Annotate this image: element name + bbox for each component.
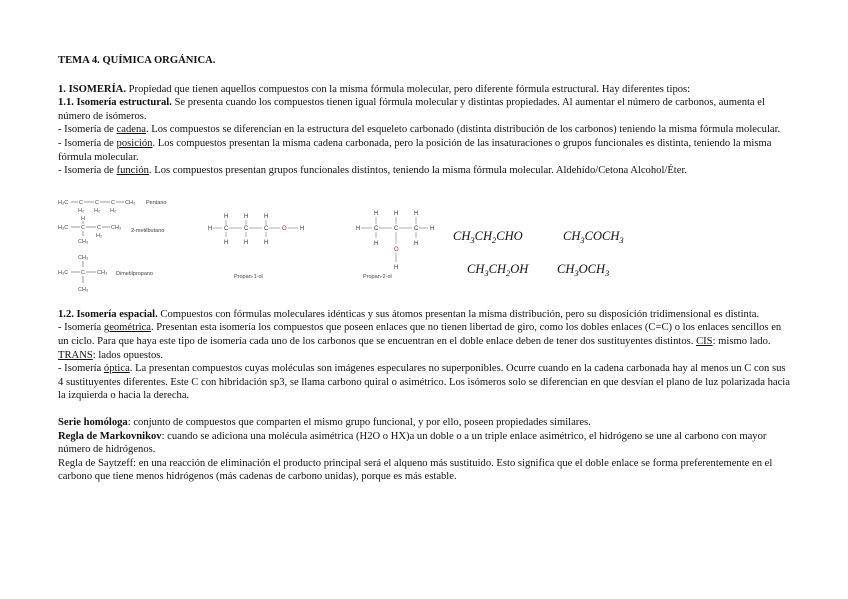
label-2-metilbutano: 2-metilbutano xyxy=(131,227,165,234)
svg-text:H: H xyxy=(300,225,305,232)
svg-text:C: C xyxy=(394,225,399,232)
svg-text:H: H xyxy=(414,240,419,247)
svg-text:H₂: H₂ xyxy=(110,207,117,214)
svg-text:H: H xyxy=(224,239,229,246)
item-cadena: - Isomería de cadena. Los compuestos se diferencian en la estructura del esqueleto carbonado (distinta distribución de los carbonos) teniendo la misma fórmula molecular. xyxy=(58,124,781,136)
svg-text:H₃C: H₃C xyxy=(58,269,69,276)
formula-propanal: $CH_3CH_2CHO$ xyxy=(453,228,523,245)
propan-1-ol-structure xyxy=(208,214,304,246)
formula-dimetileter: $CH_3OCH_3$ xyxy=(557,261,610,278)
svg-text:C: C xyxy=(244,225,249,232)
section-text: Compuestos con fórmulas moleculares idénticas y sus átomos presentan la misma distribución, pero su disposición tridimensional es distinta. xyxy=(157,308,760,320)
svg-text:O: O xyxy=(282,225,287,232)
definition-markovnikov: Regla de Markovnikov: cuando se adiciona una molécula asimétrica (H2O o HX)a un doble o a un triple enlace asimétrico, el hidrógeno se une al carbono con mayor número de hidrógenos. xyxy=(58,430,767,456)
svg-text:C: C xyxy=(264,225,269,232)
svg-text:H: H xyxy=(244,213,249,220)
svg-text:H: H xyxy=(224,213,229,220)
svg-text:H₂: H₂ xyxy=(78,207,85,214)
section-heading: 1.1. Isomería estructural. xyxy=(58,97,172,109)
term-funcion: función xyxy=(116,165,149,177)
svg-text:CH₃: CH₃ xyxy=(78,254,89,261)
svg-text:H₃C: H₃C xyxy=(58,199,69,206)
svg-text:H: H xyxy=(356,225,361,232)
propan-2-ol-structure xyxy=(356,211,434,271)
definition-serie-homologa: Serie homóloga: conjunto de compuestos que comparten el mismo grupo funcional, y por ello, poseen propiedades similares. xyxy=(58,416,591,428)
svg-text:C: C xyxy=(81,224,85,231)
definition-saytzeff: Regla de Saytzeff: en una reacción de eliminación el producto principal será el alqueno más sustituido. Esto significa que el doble enlace se forma preferentemente en el carbono que tiene menos hidrógenos (más cadenas de carbono unidas), porque es más estable. xyxy=(58,457,773,483)
svg-text:C: C xyxy=(374,225,379,232)
svg-text:CH₃: CH₃ xyxy=(111,224,122,231)
svg-text:H₂: H₂ xyxy=(94,207,101,214)
svg-text:H: H xyxy=(264,213,269,220)
svg-text:CH₃: CH₃ xyxy=(78,238,89,245)
document-title: TEMA 4. QUÍMICA ORGÁNICA. xyxy=(58,55,216,66)
dimethylpropane-structure xyxy=(58,255,107,293)
label-propan-2-ol: Propan-2-ol xyxy=(363,273,392,280)
svg-text:H: H xyxy=(374,240,379,247)
svg-text:H: H xyxy=(414,210,419,217)
svg-text:C: C xyxy=(97,224,101,231)
item-funcion: - Isomería de función. Los compuestos presentan grupos funcionales distintos, teniendo la misma fórmula molecular. Aldehído/Cetona Alcohol/Éter. xyxy=(58,165,688,177)
svg-text:H: H xyxy=(264,239,269,246)
svg-text:H: H xyxy=(374,210,379,217)
svg-text:C: C xyxy=(79,199,83,206)
isomer-figures xyxy=(38,196,798,296)
svg-text:O: O xyxy=(394,246,399,253)
svg-text:C: C xyxy=(414,225,419,232)
section-heading: 1. ISOMERÍA. xyxy=(58,83,126,95)
svg-text:C: C xyxy=(111,199,115,206)
svg-text:H: H xyxy=(430,225,435,232)
document-page xyxy=(58,54,790,484)
label-propan-1-ol: Propan-1-ol xyxy=(234,273,263,280)
spacer xyxy=(58,403,790,416)
svg-text:H: H xyxy=(81,215,85,222)
label-pentano: Pentano xyxy=(146,199,167,206)
section-isomeria-estructural xyxy=(58,96,790,123)
term-posicion: posición xyxy=(116,137,153,149)
svg-text:C: C xyxy=(95,199,99,206)
item-geometrica: - Isomería geométrica. Presentan esta isomería los compuestos que poseen enlaces que no tienen libertad de giro, como los dobles enlaces (C=C) o los enlaces sencillos en un ciclo. Para que haya este tipo de isomería cada uno de los carbonos que se encuentran en el doble enlace deben de tener dos sustituyentes distintos. CIS: mismo lado. TRANS: lados opuestos. xyxy=(58,322,782,361)
term-geometrica: geométrica xyxy=(103,322,151,334)
svg-text:H₃C: H₃C xyxy=(58,224,69,231)
svg-text:H: H xyxy=(208,225,213,232)
item-posicion: - Isomería de posición. Los compuestos presentan la misma cadena carbonada, pero la posición de las insaturaciones o grupos funcionales es distinta, teniendo la misma fórmula molecular. xyxy=(58,137,772,163)
formula-etanol: $CH_3CH_2OH$ xyxy=(467,261,529,278)
methylbutane-structure xyxy=(58,216,121,245)
section-isomeria xyxy=(58,83,790,97)
section-isomeria-espacial xyxy=(58,308,790,322)
svg-text:H₂: H₂ xyxy=(96,232,103,239)
section-heading: 1.2. Isomería espacial. xyxy=(58,308,158,320)
svg-text:H: H xyxy=(394,210,399,217)
svg-text:CH₃: CH₃ xyxy=(125,199,136,206)
term-markovnikov: Regla de Markovnikov xyxy=(58,430,162,442)
svg-text:C: C xyxy=(224,225,229,232)
svg-text:H: H xyxy=(244,239,249,246)
svg-text:CH₃: CH₃ xyxy=(97,269,108,276)
item-optica: - Isomería óptica. La presentan compuestos cuyas moléculas son imágenes especulares no superponibles. Ocurre cuando en la cadena carbonada hay al menos un C con sus 4 sustituyentes diferentes. Este C con hibridación sp3, se llama carbono quiral o asimétrico. Los isómeros solo se diferencian en que desvían el plano de luz polarizada hacia la izquierda o hacia la derecha. xyxy=(58,363,790,402)
pentane-structure xyxy=(58,200,135,214)
svg-text:H: H xyxy=(394,264,399,271)
structural-formulas-figure xyxy=(38,196,798,296)
term-optica: óptica xyxy=(103,363,130,375)
svg-text:CH₃: CH₃ xyxy=(78,286,89,293)
label-dimetilpropano: Dimetilpropano xyxy=(116,270,153,277)
term-cadena: cadena xyxy=(116,124,146,136)
svg-text:C: C xyxy=(81,269,85,276)
term-serie-homologa: Serie homóloga xyxy=(58,416,128,428)
section-text: Propiedad que tienen aquellos compuestos con la misma fórmula molecular, pero diferente fórmula estructural. Hay diferentes tipos: xyxy=(126,83,691,95)
term-trans: TRANS xyxy=(58,349,93,361)
section-text: Se presenta cuando los compuestos tienen igual fórmula molecular y distintas propiedades. Al aumentar el número de carbonos, aumenta el número de isómeros. xyxy=(58,97,765,122)
term-cis: CIS xyxy=(696,335,713,347)
formula-propanona: $CH_3COCH_3$ xyxy=(563,228,624,245)
